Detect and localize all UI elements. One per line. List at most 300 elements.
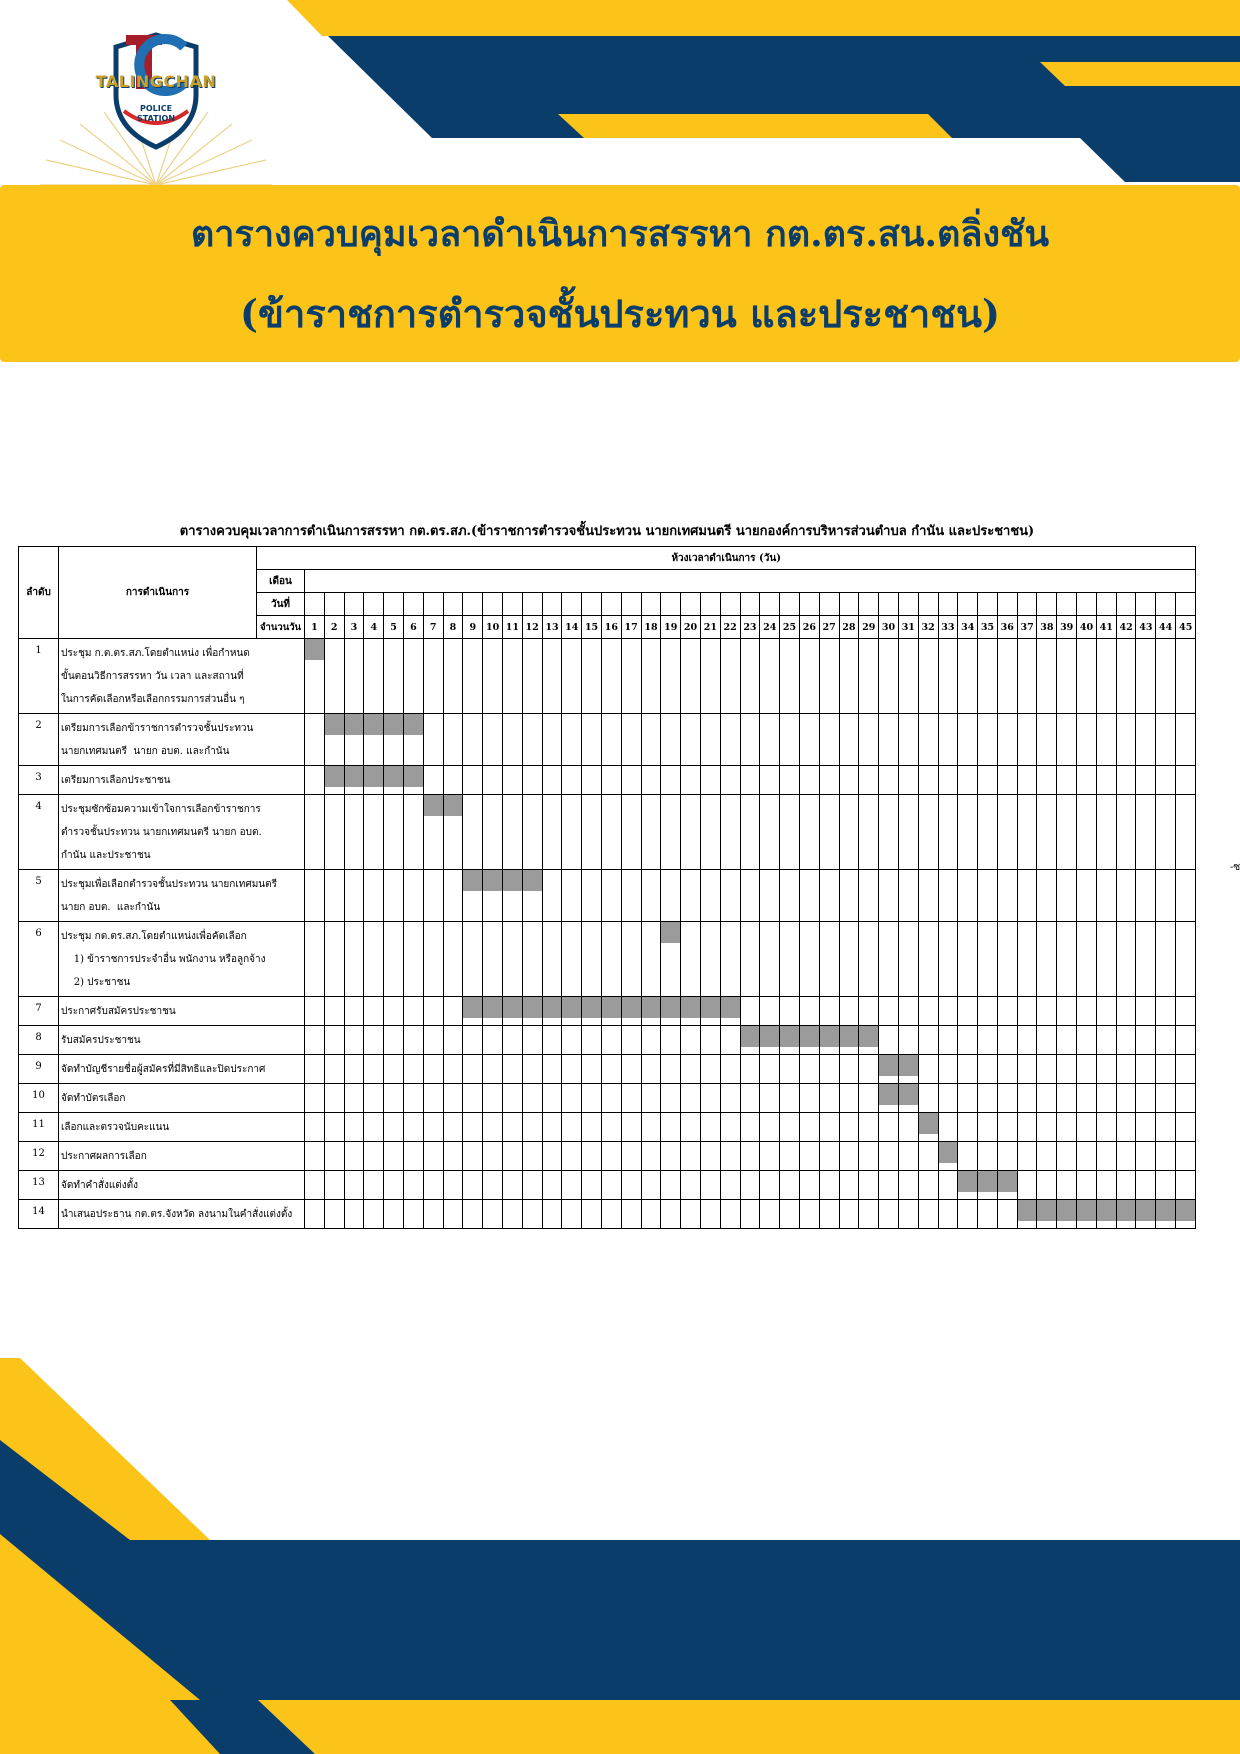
day-cell	[780, 766, 800, 795]
day-cell	[522, 766, 542, 795]
day-cell	[502, 870, 522, 922]
gantt-bar	[523, 870, 542, 891]
gantt-bar	[444, 795, 463, 816]
day-cell	[621, 1200, 641, 1229]
gantt-bar	[939, 1142, 958, 1163]
day-cell	[1077, 1026, 1097, 1055]
day-cell	[760, 766, 780, 795]
day-cell	[898, 1142, 918, 1171]
day-cell	[324, 1142, 344, 1171]
gantt-bar	[602, 997, 621, 1018]
date-cell	[463, 593, 483, 616]
day-cell	[1116, 870, 1136, 922]
day-cell	[601, 1113, 621, 1142]
day-cell	[562, 1171, 582, 1200]
date-cell	[582, 593, 602, 616]
day-cell	[463, 1113, 483, 1142]
day-cell	[740, 1142, 760, 1171]
day-cell	[978, 870, 998, 922]
day-number: 8	[443, 616, 463, 639]
day-cell	[799, 714, 819, 766]
day-cell	[1116, 714, 1136, 766]
day-cell	[879, 1113, 899, 1142]
day-cell	[1096, 714, 1116, 766]
day-cell	[305, 1171, 325, 1200]
day-cell	[780, 1026, 800, 1055]
date-cell	[483, 593, 503, 616]
day-cell	[760, 870, 780, 922]
day-number: 30	[879, 616, 899, 639]
day-cell	[997, 1200, 1017, 1229]
day-cell	[879, 1200, 899, 1229]
day-cell	[1176, 1171, 1196, 1200]
day-cell	[700, 1113, 720, 1142]
day-cell	[364, 1142, 384, 1171]
task-description	[59, 1084, 305, 1113]
day-cell	[364, 870, 384, 922]
day-number: 43	[1136, 616, 1156, 639]
day-cell	[522, 997, 542, 1026]
day-cell	[780, 1084, 800, 1113]
gantt-bar	[1136, 1200, 1155, 1221]
day-cell	[324, 1113, 344, 1142]
day-cell	[740, 1113, 760, 1142]
day-cell	[958, 639, 978, 714]
day-cell	[661, 1171, 681, 1200]
day-cell	[661, 639, 681, 714]
day-cell	[1057, 997, 1077, 1026]
date-cell	[1077, 593, 1097, 616]
day-cell	[443, 639, 463, 714]
day-cell	[978, 922, 998, 997]
day-cell	[1096, 922, 1116, 997]
day-cell	[364, 766, 384, 795]
day-cell	[1176, 870, 1196, 922]
day-number: 10	[483, 616, 503, 639]
day-cell	[760, 1113, 780, 1142]
day-cell	[324, 1200, 344, 1229]
task-description	[59, 714, 305, 766]
date-cell	[700, 593, 720, 616]
day-cell	[1156, 1113, 1176, 1142]
day-cell	[502, 795, 522, 870]
day-number: 1	[305, 616, 325, 639]
day-cell	[1176, 1113, 1196, 1142]
day-cell	[1077, 1200, 1097, 1229]
task-line: นำเสนอประธาน กต.ตร.จังหวัด ลงนามในคำสั่งแต่งตั้ง	[61, 1209, 293, 1220]
table-row	[19, 1026, 1196, 1055]
day-cell	[938, 997, 958, 1026]
day-cell	[1136, 714, 1156, 766]
day-cell	[1037, 714, 1057, 766]
day-cell	[819, 1026, 839, 1055]
header-date: วันที่	[257, 593, 305, 616]
day-cell	[305, 1113, 325, 1142]
day-cell	[344, 1200, 364, 1229]
task-line: ขั้นตอนวิธีการสรรหา วัน เวลา และสถานที่	[61, 671, 244, 682]
day-cell	[938, 795, 958, 870]
day-cell	[344, 870, 364, 922]
logo-wordmark: TALINGCHAN	[95, 72, 217, 91]
gantt-bar	[622, 997, 641, 1018]
day-cell	[720, 639, 740, 714]
day-cell	[502, 1113, 522, 1142]
day-cell	[1017, 870, 1037, 922]
day-cell	[740, 1200, 760, 1229]
day-cell	[1096, 1084, 1116, 1113]
day-cell	[799, 997, 819, 1026]
day-cell	[681, 1142, 701, 1171]
day-cell	[344, 795, 364, 870]
date-cell	[1116, 593, 1136, 616]
day-cell	[819, 1171, 839, 1200]
day-cell	[997, 714, 1017, 766]
day-cell	[799, 1055, 819, 1084]
day-cell	[819, 1055, 839, 1084]
day-cell	[1077, 714, 1097, 766]
date-cell	[1096, 593, 1116, 616]
day-cell	[463, 1171, 483, 1200]
page-title-line2: (ข้าราชการตำรวจชั้นประทวน และประชาชน)	[240, 291, 1000, 336]
day-cell	[344, 997, 364, 1026]
day-cell	[760, 714, 780, 766]
gantt-bar	[681, 997, 700, 1018]
day-cell	[681, 766, 701, 795]
day-cell	[918, 639, 938, 714]
day-cell	[1116, 795, 1136, 870]
day-cell	[1176, 997, 1196, 1026]
day-cell	[364, 1113, 384, 1142]
day-cell	[1057, 1055, 1077, 1084]
day-cell	[1116, 1200, 1136, 1229]
day-cell	[582, 922, 602, 997]
table-row	[19, 1084, 1196, 1113]
day-cell	[978, 997, 998, 1026]
day-number: 22	[720, 616, 740, 639]
day-cell	[681, 997, 701, 1026]
day-cell	[364, 1084, 384, 1113]
day-cell	[403, 1084, 423, 1113]
day-cell	[582, 639, 602, 714]
day-cell	[1136, 795, 1156, 870]
day-cell	[1096, 795, 1116, 870]
day-cell	[1077, 1113, 1097, 1142]
day-cell	[700, 639, 720, 714]
day-number: 25	[780, 616, 800, 639]
task-line: รับสมัครประชาชน	[61, 1035, 141, 1046]
day-number: 18	[641, 616, 661, 639]
day-cell	[403, 1200, 423, 1229]
task-line: ประกาศรับสมัครประชาชน	[61, 1006, 176, 1017]
day-cell	[1176, 795, 1196, 870]
day-cell	[700, 1084, 720, 1113]
day-cell	[918, 766, 938, 795]
day-cell	[641, 997, 661, 1026]
day-cell	[1136, 1171, 1156, 1200]
task-description	[59, 1200, 305, 1229]
day-cell	[997, 766, 1017, 795]
day-cell	[918, 997, 938, 1026]
day-cell	[1156, 1055, 1176, 1084]
day-cell	[1057, 1113, 1077, 1142]
day-cell	[384, 795, 404, 870]
day-cell	[661, 1142, 681, 1171]
table-row	[19, 997, 1196, 1026]
day-cell	[384, 922, 404, 997]
day-cell	[740, 639, 760, 714]
day-cell	[522, 1171, 542, 1200]
task-line: จัดทำคำสั่งแต่งตั้ง	[61, 1180, 139, 1191]
day-cell	[681, 714, 701, 766]
task-line: ประชุมเพื่อเลือกตำรวจชั้นประทวน นายกเทศมนตรี	[61, 879, 277, 890]
gantt-bar	[325, 766, 344, 787]
day-cell	[443, 795, 463, 870]
day-cell	[483, 1026, 503, 1055]
day-cell	[958, 1055, 978, 1084]
day-cell	[780, 1200, 800, 1229]
day-cell	[1136, 1113, 1156, 1142]
day-cell	[898, 714, 918, 766]
day-cell	[760, 1026, 780, 1055]
day-cell	[661, 1026, 681, 1055]
date-cell	[305, 593, 325, 616]
task-line: ประชุมซักซ้อมความเข้าใจการเลือกข้าราชการ	[61, 804, 261, 815]
day-cell	[1136, 1055, 1156, 1084]
day-cell	[324, 1026, 344, 1055]
day-cell	[344, 1171, 364, 1200]
day-cell	[1057, 766, 1077, 795]
day-cell	[582, 1084, 602, 1113]
day-cell	[483, 714, 503, 766]
row-number: 2	[19, 714, 59, 766]
day-cell	[344, 1142, 364, 1171]
gantt-bar	[503, 997, 522, 1018]
day-cell	[819, 639, 839, 714]
day-cell	[799, 1200, 819, 1229]
header-no: ลำดับ	[19, 547, 59, 639]
task-line: เตรียมการเลือกประชาชน	[61, 775, 171, 786]
task-line: จัดทำบัญชีรายชื่อผู้สมัครที่มีสิทธิและปิดประกาศ	[61, 1064, 266, 1075]
day-cell	[443, 1055, 463, 1084]
day-cell	[641, 795, 661, 870]
day-cell	[344, 1084, 364, 1113]
day-cell	[443, 870, 463, 922]
task-description	[59, 1026, 305, 1055]
day-cell	[1156, 639, 1176, 714]
gantt-bar	[364, 714, 383, 735]
day-cell	[1096, 870, 1116, 922]
day-number: 9	[463, 616, 483, 639]
day-cell	[918, 1113, 938, 1142]
day-cell	[1017, 1026, 1037, 1055]
day-cell	[1017, 714, 1037, 766]
day-cell	[1037, 1200, 1057, 1229]
day-cell	[344, 922, 364, 997]
task-line: เลือกและตรวจนับคะแนน	[61, 1122, 170, 1133]
day-cell	[997, 1055, 1017, 1084]
date-cell	[384, 593, 404, 616]
gantt-bar	[384, 766, 403, 787]
date-cell	[562, 593, 582, 616]
day-cell	[938, 1026, 958, 1055]
day-cell	[483, 639, 503, 714]
day-cell	[483, 1200, 503, 1229]
gantt-bar	[899, 1055, 918, 1076]
side-mark: -ซ	[1230, 862, 1240, 873]
date-cell	[621, 593, 641, 616]
day-cell	[760, 1055, 780, 1084]
day-cell	[542, 1171, 562, 1200]
day-cell	[720, 1055, 740, 1084]
day-cell	[819, 997, 839, 1026]
day-cell	[1077, 922, 1097, 997]
day-number: 11	[502, 616, 522, 639]
day-cell	[344, 1113, 364, 1142]
table-row	[19, 1142, 1196, 1171]
day-cell	[1096, 1026, 1116, 1055]
day-number: 34	[958, 616, 978, 639]
task-description	[59, 997, 305, 1026]
date-cell	[740, 593, 760, 616]
day-cell	[819, 922, 839, 997]
top-yellow-stripe	[287, 0, 1240, 36]
logo-sub-line1: POLICE	[139, 104, 173, 113]
date-cell	[918, 593, 938, 616]
day-cell	[502, 1200, 522, 1229]
day-cell	[601, 795, 621, 870]
gantt-bar	[543, 997, 562, 1018]
day-cell	[839, 714, 859, 766]
day-cell	[1176, 639, 1196, 714]
gantt-bar	[463, 870, 482, 891]
day-cell	[938, 714, 958, 766]
day-cell	[997, 997, 1017, 1026]
day-cell	[1057, 922, 1077, 997]
gantt-bar	[958, 1171, 977, 1192]
gantt-bar	[840, 1026, 859, 1047]
day-cell	[958, 714, 978, 766]
day-cell	[978, 639, 998, 714]
day-cell	[839, 922, 859, 997]
day-cell	[305, 766, 325, 795]
day-cell	[918, 870, 938, 922]
row-number: 13	[19, 1171, 59, 1200]
day-cell	[641, 1142, 661, 1171]
day-cell	[839, 795, 859, 870]
day-cell	[601, 1084, 621, 1113]
day-cell	[601, 714, 621, 766]
day-cell	[740, 766, 760, 795]
day-cell	[305, 870, 325, 922]
day-cell	[1156, 766, 1176, 795]
day-cell	[799, 1084, 819, 1113]
day-cell	[839, 1142, 859, 1171]
table-row	[19, 714, 1196, 766]
day-cell	[403, 1142, 423, 1171]
row-number: 7	[19, 997, 59, 1026]
day-cell	[305, 1026, 325, 1055]
table-row	[19, 1171, 1196, 1200]
day-cell	[1096, 1055, 1116, 1084]
gantt-bar	[661, 997, 680, 1018]
task-description	[59, 922, 305, 997]
day-cell	[443, 1142, 463, 1171]
day-cell	[601, 997, 621, 1026]
day-cell	[423, 1084, 443, 1113]
header-period: ห้วงเวลาดำเนินการ (วัน)	[257, 547, 1196, 570]
day-cell	[483, 1084, 503, 1113]
day-cell	[1037, 795, 1057, 870]
day-cell	[780, 639, 800, 714]
day-cell	[621, 795, 641, 870]
day-number: 2	[324, 616, 344, 639]
day-cell	[324, 714, 344, 766]
day-cell	[819, 1084, 839, 1113]
day-cell	[1156, 922, 1176, 997]
day-cell	[879, 1055, 899, 1084]
day-cell	[324, 1171, 344, 1200]
gantt-bar	[800, 1026, 819, 1047]
day-number: 12	[522, 616, 542, 639]
day-cell	[799, 639, 819, 714]
day-cell	[938, 639, 958, 714]
day-cell	[403, 1171, 423, 1200]
gantt-bar	[859, 1026, 878, 1047]
day-cell	[898, 1171, 918, 1200]
day-cell	[839, 1055, 859, 1084]
day-cell	[938, 1055, 958, 1084]
day-cell	[997, 639, 1017, 714]
day-cell	[384, 1142, 404, 1171]
day-cell	[324, 766, 344, 795]
day-cell	[364, 1200, 384, 1229]
day-cell	[384, 1113, 404, 1142]
day-cell	[879, 714, 899, 766]
day-cell	[403, 1055, 423, 1084]
date-cell	[799, 593, 819, 616]
date-cell	[344, 593, 364, 616]
day-cell	[839, 1084, 859, 1113]
day-cell	[780, 1055, 800, 1084]
day-cell	[760, 1171, 780, 1200]
day-cell	[502, 922, 522, 997]
day-cell	[1096, 1142, 1116, 1171]
day-cell	[601, 870, 621, 922]
day-cell	[918, 1084, 938, 1113]
task-description	[59, 870, 305, 922]
day-cell	[1116, 1055, 1136, 1084]
day-cell	[423, 795, 443, 870]
day-cell	[997, 1142, 1017, 1171]
day-number: 3	[344, 616, 364, 639]
gantt-bar	[820, 1026, 839, 1047]
day-cell	[443, 1084, 463, 1113]
day-cell	[839, 1200, 859, 1229]
row-number: 9	[19, 1055, 59, 1084]
day-cell	[661, 1055, 681, 1084]
day-cell	[1096, 1113, 1116, 1142]
gantt-bar	[503, 870, 522, 891]
day-cell	[1057, 1026, 1077, 1055]
day-cell	[681, 639, 701, 714]
day-cell	[621, 1084, 641, 1113]
day-cell	[958, 1200, 978, 1229]
day-cell	[661, 1200, 681, 1229]
day-cell	[562, 1055, 582, 1084]
day-cell	[384, 870, 404, 922]
day-cell	[542, 1142, 562, 1171]
day-cell	[1136, 870, 1156, 922]
